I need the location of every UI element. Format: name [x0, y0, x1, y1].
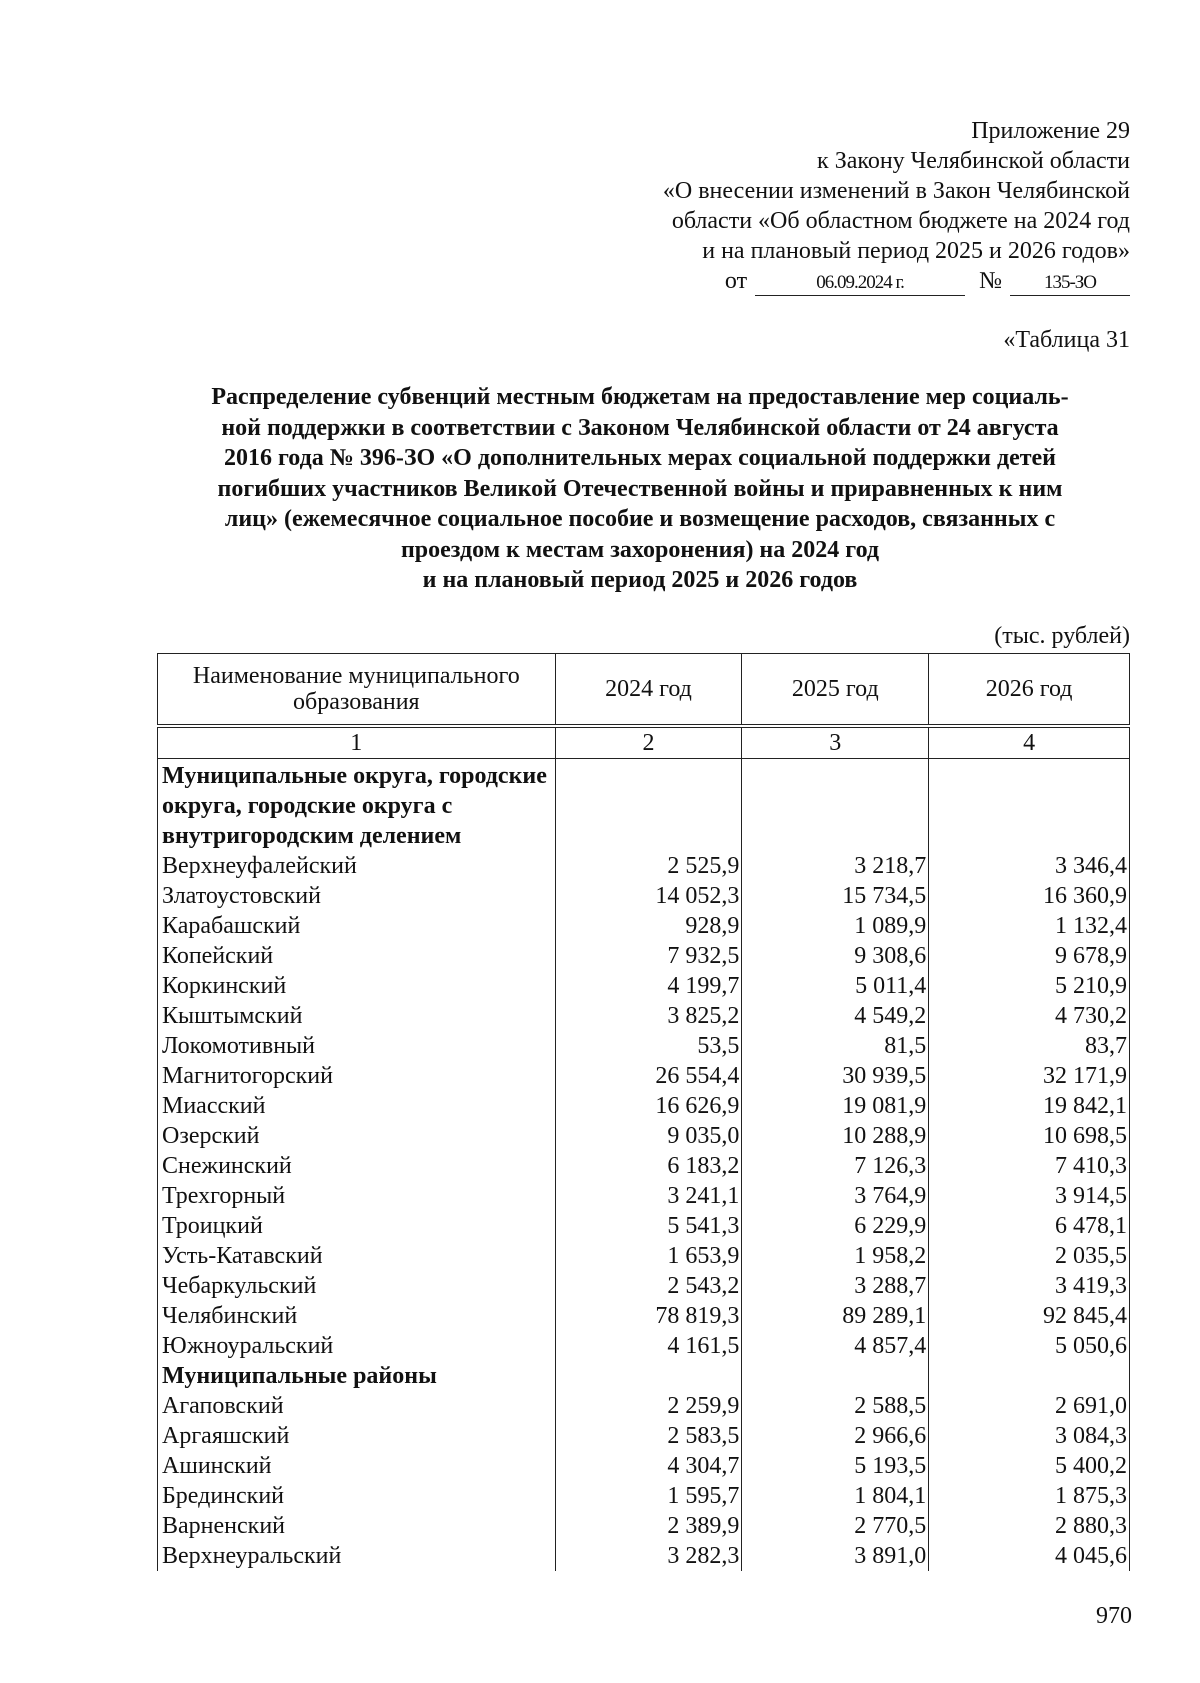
value-2025: 81,5 — [742, 1031, 929, 1061]
title-line: ной поддержки в соответствии с Законом Челябинской области от 24 августа — [221, 414, 1059, 441]
table-row — [158, 1331, 1130, 1361]
table-row — [158, 1541, 1130, 1571]
value-2025: 30 939,5 — [742, 1061, 929, 1091]
value-2025: 9 308,6 — [742, 941, 929, 971]
municipality-name: Челябинский — [158, 1301, 556, 1331]
header-2026: 2026 год — [929, 654, 1130, 727]
value-2025: 3 288,7 — [742, 1271, 929, 1301]
value-2025: 6 229,9 — [742, 1211, 929, 1241]
title-line: проездом к местам захоронения) на 2024 год — [400, 536, 880, 563]
municipality-name: Златоустовский — [158, 881, 556, 911]
section-header-row — [158, 759, 1130, 852]
title-line: и на плановый период 2025 и 2026 годов — [422, 567, 858, 593]
municipality-name: Магнитогорский — [158, 1061, 556, 1091]
title-line: 2016 года № 396-ЗО «О дополнительных мерах социальной поддержки детей — [223, 445, 1057, 471]
value-2024: 928,9 — [555, 911, 742, 941]
appendix-number: Приложение 29 — [971, 118, 1130, 144]
value-2024: 4 304,7 — [555, 1451, 742, 1481]
value-2024: 7 932,5 — [555, 941, 742, 971]
page-number: 970 — [1096, 1603, 1132, 1629]
value-2024: 26 554,4 — [555, 1061, 742, 1091]
value-2026: 19 842,1 — [929, 1091, 1130, 1121]
table-row — [158, 1241, 1130, 1271]
municipality-name: Копейский — [158, 941, 556, 971]
value-2025: 2 966,6 — [742, 1421, 929, 1451]
value-2026: 83,7 — [929, 1031, 1130, 1061]
value-2024: 2 525,9 — [555, 851, 742, 881]
value-2024: 3 241,1 — [555, 1181, 742, 1211]
appendix-header — [570, 116, 1130, 296]
value-2026: 7 410,3 — [929, 1151, 1130, 1181]
column-number: 1 — [158, 726, 556, 759]
municipality-name: Брединский — [158, 1481, 556, 1511]
empty-cell — [929, 759, 1130, 852]
value-2025: 5 193,5 — [742, 1451, 929, 1481]
table-row — [158, 1211, 1130, 1241]
value-2025: 15 734,5 — [742, 881, 929, 911]
value-2026: 1 132,4 — [929, 911, 1130, 941]
empty-cell — [742, 1361, 929, 1391]
value-2024: 78 819,3 — [555, 1301, 742, 1331]
value-2024: 1 653,9 — [555, 1241, 742, 1271]
document-title — [150, 382, 1130, 596]
value-2025: 4 857,4 — [742, 1331, 929, 1361]
municipality-name: Усть-Катавский — [158, 1241, 556, 1271]
title-line: погибших участников Великой Отечественной войны и приравненных к ним — [217, 475, 1063, 502]
table-row — [158, 1001, 1130, 1031]
municipality-name: Чебаркульский — [158, 1271, 556, 1301]
value-2026: 10 698,5 — [929, 1121, 1130, 1151]
table-row — [158, 1091, 1130, 1121]
law-date-number-line — [570, 266, 1130, 296]
value-2024: 9 035,0 — [555, 1121, 742, 1151]
header-municipality: Наименование муниципального образования — [158, 654, 556, 727]
value-2025: 4 549,2 — [742, 1001, 929, 1031]
column-number: 3 — [742, 726, 929, 759]
value-2024: 16 626,9 — [555, 1091, 742, 1121]
table-row — [158, 1301, 1130, 1331]
table-row — [158, 911, 1130, 941]
value-2026: 3 346,4 — [929, 851, 1130, 881]
table-row — [158, 1481, 1130, 1511]
empty-cell — [742, 759, 929, 852]
table-row — [158, 1421, 1130, 1451]
municipality-name: Троицкий — [158, 1211, 556, 1241]
number-prefix: № — [979, 268, 1002, 294]
column-number-row — [158, 726, 1130, 759]
unit-note: (тыс. рублей) — [994, 623, 1130, 649]
value-2025: 1 958,2 — [742, 1241, 929, 1271]
empty-cell — [929, 1361, 1130, 1391]
value-2026: 9 678,9 — [929, 941, 1130, 971]
value-2024: 53,5 — [555, 1031, 742, 1061]
column-number: 4 — [929, 726, 1130, 759]
value-2024: 6 183,2 — [555, 1151, 742, 1181]
table-row — [158, 1151, 1130, 1181]
municipality-name: Миасский — [158, 1091, 556, 1121]
municipality-name: Озерский — [158, 1121, 556, 1151]
value-2024: 1 595,7 — [555, 1481, 742, 1511]
table-row — [158, 1061, 1130, 1091]
value-2024: 2 389,9 — [555, 1511, 742, 1541]
subvention-table — [157, 653, 1130, 1571]
value-2026: 5 400,2 — [929, 1451, 1130, 1481]
law-date: 06.09.2024 г. — [755, 271, 965, 296]
municipality-name: Аргаяшский — [158, 1421, 556, 1451]
table-row — [158, 1121, 1130, 1151]
value-2025: 10 288,9 — [742, 1121, 929, 1151]
law-number: 135-ЗО — [1010, 271, 1130, 296]
table-row — [158, 1451, 1130, 1481]
section-header-row — [158, 1361, 1130, 1391]
value-2026: 3 914,5 — [929, 1181, 1130, 1211]
value-2026: 16 360,9 — [929, 881, 1130, 911]
header-2025: 2025 год — [742, 654, 929, 727]
value-2026: 5 050,6 — [929, 1331, 1130, 1361]
value-2026: 4 045,6 — [929, 1541, 1130, 1571]
value-2025: 3 891,0 — [742, 1541, 929, 1571]
value-2025: 1 089,9 — [742, 911, 929, 941]
municipality-name: Варненский — [158, 1511, 556, 1541]
value-2025: 3 218,7 — [742, 851, 929, 881]
appendix-law-title-1: «О внесении изменений в Закон Челябинской — [662, 178, 1130, 204]
value-2026: 32 171,9 — [929, 1061, 1130, 1091]
table-header-row — [158, 654, 1130, 727]
section-title: Муниципальные округа, городские округа, городские округа с внутригородским делением — [158, 759, 556, 852]
table-row — [158, 1511, 1130, 1541]
municipality-name: Южноуральский — [158, 1331, 556, 1361]
value-2025: 89 289,1 — [742, 1301, 929, 1331]
value-2025: 19 081,9 — [742, 1091, 929, 1121]
appendix-law: к Закону Челябинской области — [817, 148, 1130, 174]
municipality-name: Снежинский — [158, 1151, 556, 1181]
table-row — [158, 851, 1130, 881]
value-2024: 3 825,2 — [555, 1001, 742, 1031]
value-2025: 1 804,1 — [742, 1481, 929, 1511]
municipality-name: Верхнеуфалейский — [158, 851, 556, 881]
value-2024: 3 282,3 — [555, 1541, 742, 1571]
table-row — [158, 1181, 1130, 1211]
value-2024: 14 052,3 — [555, 881, 742, 911]
value-2025: 5 011,4 — [742, 971, 929, 1001]
value-2025: 3 764,9 — [742, 1181, 929, 1211]
municipality-name: Ашинский — [158, 1451, 556, 1481]
table-row — [158, 1031, 1130, 1061]
value-2024: 2 543,2 — [555, 1271, 742, 1301]
municipality-name: Коркинский — [158, 971, 556, 1001]
value-2024: 4 199,7 — [555, 971, 742, 1001]
value-2026: 3 419,3 — [929, 1271, 1130, 1301]
value-2025: 7 126,3 — [742, 1151, 929, 1181]
value-2024: 5 541,3 — [555, 1211, 742, 1241]
value-2025: 2 588,5 — [742, 1391, 929, 1421]
value-2026: 1 875,3 — [929, 1481, 1130, 1511]
empty-cell — [555, 1361, 742, 1391]
value-2025: 2 770,5 — [742, 1511, 929, 1541]
date-prefix: от — [724, 268, 748, 294]
value-2026: 4 730,2 — [929, 1001, 1130, 1031]
table-row — [158, 941, 1130, 971]
municipality-name: Агаповский — [158, 1391, 556, 1421]
value-2026: 3 084,3 — [929, 1421, 1130, 1451]
title-line: лиц» (ежемесячное социальное пособие и возмещение расходов, связанных с — [224, 506, 1056, 532]
value-2026: 92 845,4 — [929, 1301, 1130, 1331]
section-title: Муниципальные районы — [158, 1361, 556, 1391]
table-row — [158, 1391, 1130, 1421]
municipality-name: Верхнеуральский — [158, 1541, 556, 1571]
table-row — [158, 971, 1130, 1001]
value-2026: 5 210,9 — [929, 971, 1130, 1001]
title-line: Распределение субвенций местным бюджетам на предоставление мер социаль- — [211, 384, 1069, 410]
table-body — [158, 759, 1130, 1572]
table-label: «Таблица 31 — [1003, 327, 1130, 353]
municipality-name: Кыштымский — [158, 1001, 556, 1031]
value-2026: 2 691,0 — [929, 1391, 1130, 1421]
municipality-name: Трехгорный — [158, 1181, 556, 1211]
value-2026: 2 035,5 — [929, 1241, 1130, 1271]
value-2026: 2 880,3 — [929, 1511, 1130, 1541]
value-2024: 2 583,5 — [555, 1421, 742, 1451]
value-2026: 6 478,1 — [929, 1211, 1130, 1241]
municipality-name: Карабашский — [158, 911, 556, 941]
table-row — [158, 881, 1130, 911]
empty-cell — [555, 759, 742, 852]
appendix-law-title-3: и на плановый период 2025 и 2026 годов» — [702, 238, 1130, 264]
appendix-law-title-2: области «Об областном бюджете на 2024 год — [671, 208, 1130, 234]
municipality-name: Локомотивный — [158, 1031, 556, 1061]
column-number: 2 — [555, 726, 742, 759]
value-2024: 2 259,9 — [555, 1391, 742, 1421]
table-row — [158, 1271, 1130, 1301]
header-2024: 2024 год — [555, 654, 742, 727]
value-2024: 4 161,5 — [555, 1331, 742, 1361]
